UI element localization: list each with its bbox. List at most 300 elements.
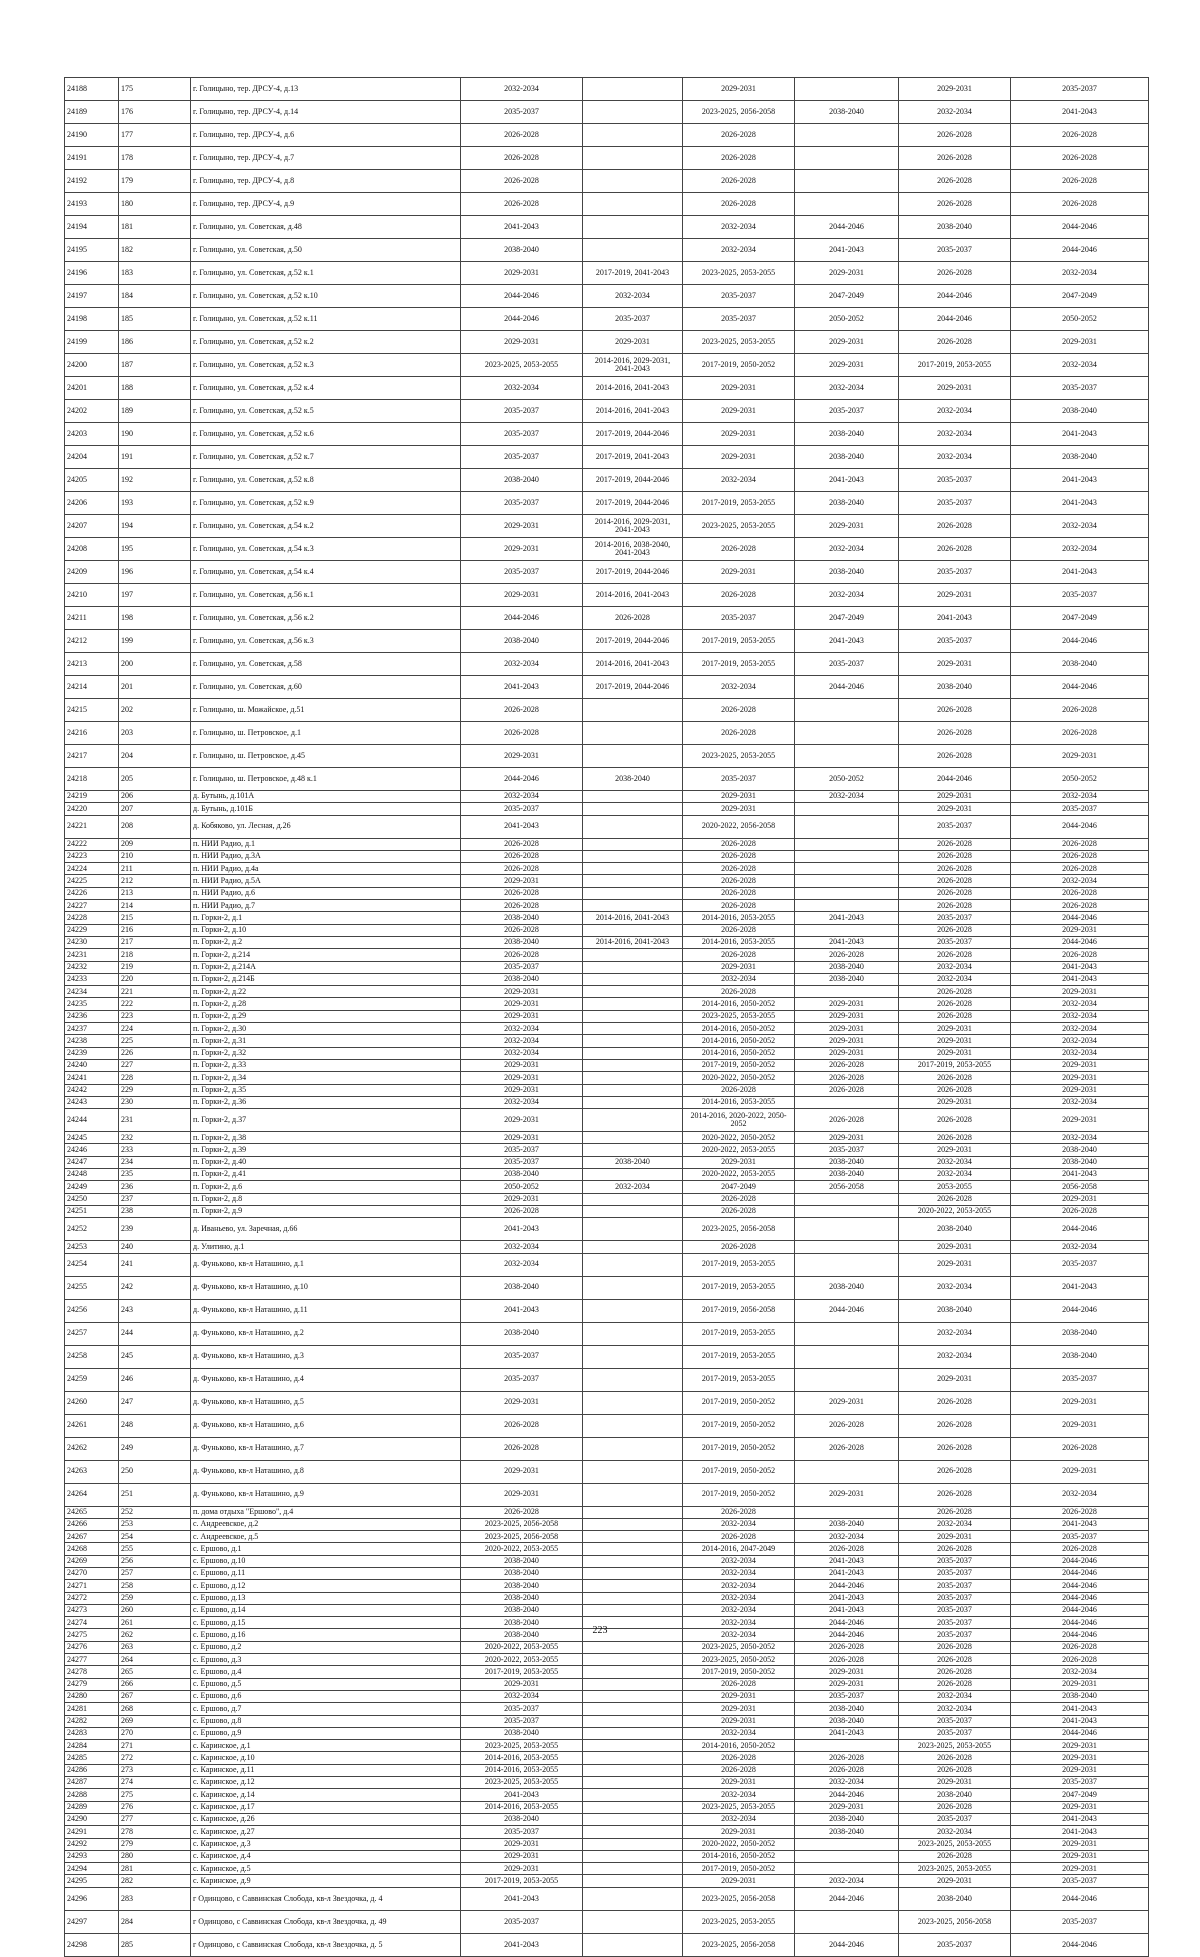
table-cell-c8: 2026-2028 [1011, 722, 1149, 745]
table-cell-c6 [795, 1241, 899, 1253]
table-cell-c8: 2041-2043 [1011, 469, 1149, 492]
table-cell-c2: г. Голицыно, ул. Советская, д.52 к.10 [191, 285, 461, 308]
table-row [65, 1181, 1149, 1193]
table-cell-c0: 24201 [65, 377, 119, 400]
table-cell-c0: 24205 [65, 469, 119, 492]
table-cell-c4 [583, 1169, 683, 1181]
table-cell-c8: 2044-2046 [1011, 1604, 1149, 1616]
table-cell-c1: 281 [119, 1863, 191, 1875]
table-row [65, 768, 1149, 791]
table-cell-c6: 2038-2040 [795, 446, 899, 469]
table-cell-c7: 2026-2028 [899, 924, 1011, 936]
table-cell-c3: 2044-2046 [461, 308, 583, 331]
table-cell-c2: д. Фуньково, кв-л Наташино, д.10 [191, 1276, 461, 1299]
table-cell-c8: 2044-2046 [1011, 676, 1149, 699]
table-cell-c0: 24298 [65, 1933, 119, 1956]
table-cell-c8: 2032-2034 [1011, 1483, 1149, 1506]
table-cell-c4: 2017-2019, 2041-2043 [583, 262, 683, 285]
table-cell-c1: 252 [119, 1506, 191, 1518]
table-cell-c8: 2044-2046 [1011, 1629, 1149, 1641]
table-cell-c3: 2032-2034 [461, 1253, 583, 1276]
table-cell-c0: 24282 [65, 1715, 119, 1727]
table-cell-c4: 2017-2019, 2044-2046 [583, 492, 683, 515]
table-cell-c3: 2032-2034 [461, 791, 583, 803]
table-cell-c2: г. Голицыно, ул. Советская, д.52 к.2 [191, 331, 461, 354]
table-cell-c1: 212 [119, 875, 191, 887]
table-cell-c2: г. Голицыно, ул. Советская, д.52 к.11 [191, 308, 461, 331]
table-row [65, 193, 1149, 216]
table-cell-c8: 2041-2043 [1011, 1518, 1149, 1530]
table-cell-c2: г. Голицыно, ул. Советская, д.54 к.2 [191, 515, 461, 538]
table-cell-c6: 2044-2046 [795, 1887, 899, 1910]
table-cell-c3: 2032-2034 [461, 1023, 583, 1035]
table-row [65, 1838, 1149, 1850]
table-cell-c3: 2026-2028 [461, 949, 583, 961]
table-cell-c2: п. Горки-2, д.8 [191, 1193, 461, 1205]
table-cell-c0: 24216 [65, 722, 119, 745]
table-cell-c4 [583, 1863, 683, 1875]
table-cell-c5: 2032-2034 [683, 1813, 795, 1825]
table-cell-c7: 2026-2028 [899, 838, 1011, 850]
table-cell-c2: с. Ершово, д.15 [191, 1617, 461, 1629]
table-cell-c5: 2026-2028 [683, 147, 795, 170]
table-cell-c4: 2026-2028 [583, 607, 683, 630]
table-cell-c4 [583, 1752, 683, 1764]
table-cell-c8: 2029-2031 [1011, 1460, 1149, 1483]
table-row [65, 1863, 1149, 1875]
table-cell-c0: 24222 [65, 838, 119, 850]
table-cell-c6: 2041-2043 [795, 1592, 899, 1604]
table-cell-c4: 2017-2019, 2044-2046 [583, 423, 683, 446]
table-cell-c5: 2014-2016, 2050-2052 [683, 1035, 795, 1047]
table-cell-c6: 2029-2031 [795, 1132, 899, 1144]
table-cell-c2: с. Каринское, д.10 [191, 1752, 461, 1764]
table-cell-c1: 239 [119, 1218, 191, 1241]
table-cell-c2: с. Ершово, д.4 [191, 1666, 461, 1678]
table-cell-c0: 24258 [65, 1345, 119, 1368]
table-cell-c4: 2032-2034 [583, 285, 683, 308]
table-cell-c0: 24217 [65, 745, 119, 768]
table-cell-c2: г Одинцово, с Саввинская Слобода, кв-л Звездочка, д. 4 [191, 1887, 461, 1910]
table-cell-c2: г. Голицыно, тер. ДРСУ-4, д.8 [191, 170, 461, 193]
table-cell-c1: 236 [119, 1181, 191, 1193]
table-cell-c3: 2029-2031 [461, 1072, 583, 1084]
table-cell-c8: 2035-2037 [1011, 584, 1149, 607]
table-cell-c1: 249 [119, 1437, 191, 1460]
table-cell-c2: г Одинцово, с Саввинская Слобода, кв-л Звездочка, д. 49 [191, 1910, 461, 1933]
table-cell-c0: 24254 [65, 1253, 119, 1276]
table-cell-c2: с. Каринское, д.12 [191, 1777, 461, 1789]
table-cell-c3: 2029-2031 [461, 1850, 583, 1862]
table-cell-c4 [583, 815, 683, 838]
table-cell-c8: 2032-2034 [1011, 538, 1149, 561]
table-cell-c0: 24212 [65, 630, 119, 653]
table-cell-c1: 219 [119, 961, 191, 973]
table-cell-c4 [583, 1132, 683, 1144]
table-row [65, 308, 1149, 331]
table-cell-c7: 2026-2028 [899, 1483, 1011, 1506]
table-cell-c0: 24281 [65, 1703, 119, 1715]
table-cell-c8: 2044-2046 [1011, 815, 1149, 838]
table-cell-c4 [583, 1299, 683, 1322]
table-cell-c6: 2038-2040 [795, 973, 899, 985]
table-cell-c3: 2026-2028 [461, 887, 583, 899]
table-cell-c3: 2026-2028 [461, 1506, 583, 1518]
table-cell-c1: 232 [119, 1132, 191, 1144]
table-row [65, 722, 1149, 745]
table-cell-c5: 2032-2034 [683, 676, 795, 699]
table-cell-c7: 2035-2037 [899, 1813, 1011, 1825]
table-cell-c0: 24273 [65, 1604, 119, 1616]
table-cell-c3: 2038-2040 [461, 469, 583, 492]
table-cell-c6: 2038-2040 [795, 1715, 899, 1727]
table-cell-c5: 2017-2019, 2053-2055 [683, 1276, 795, 1299]
table-cell-c8: 2044-2046 [1011, 1727, 1149, 1739]
table-cell-c4: 2017-2019, 2044-2046 [583, 561, 683, 584]
table-cell-c0: 24286 [65, 1764, 119, 1776]
table-cell-c0: 24223 [65, 850, 119, 862]
table-cell-c3: 2032-2034 [461, 1096, 583, 1108]
table-cell-c1: 225 [119, 1035, 191, 1047]
table-cell-c7: 2038-2040 [899, 216, 1011, 239]
document-sheet [64, 77, 1148, 1957]
table-cell-c1: 220 [119, 973, 191, 985]
table-cell-c0: 24204 [65, 446, 119, 469]
table-cell-c8: 2044-2046 [1011, 216, 1149, 239]
table-cell-c0: 24270 [65, 1567, 119, 1579]
table-cell-c7: 2026-2028 [899, 1193, 1011, 1205]
table-cell-c6 [795, 924, 899, 936]
table-cell-c0: 24274 [65, 1617, 119, 1629]
table-cell-c6: 2032-2034 [795, 1531, 899, 1543]
table-cell-c4 [583, 1678, 683, 1690]
table-cell-c2: п. Горки-2, д.22 [191, 986, 461, 998]
table-cell-c7: 2026-2028 [899, 1460, 1011, 1483]
table-row [65, 1253, 1149, 1276]
table-cell-c0: 24210 [65, 584, 119, 607]
table-cell-c0: 24191 [65, 147, 119, 170]
table-cell-c4 [583, 1580, 683, 1592]
table-cell-c3: 2038-2040 [461, 1629, 583, 1641]
table-cell-c5: 2020-2022, 2050-2052 [683, 1838, 795, 1850]
table-row [65, 815, 1149, 838]
table-cell-c6: 2044-2046 [795, 1789, 899, 1801]
table-cell-c7: 2032-2034 [899, 973, 1011, 985]
table-cell-c3: 2038-2040 [461, 1555, 583, 1567]
table-cell-c6: 2038-2040 [795, 1276, 899, 1299]
table-cell-c8: 2038-2040 [1011, 1156, 1149, 1168]
table-cell-c8: 2038-2040 [1011, 400, 1149, 423]
table-cell-c2: п. Горки-2, д.214Б [191, 973, 461, 985]
table-cell-c2: п. Горки-2, д.34 [191, 1072, 461, 1084]
table-cell-c4: 2017-2019, 2044-2046 [583, 676, 683, 699]
table-cell-c2: п. Горки-2, д.214А [191, 961, 461, 973]
table-cell-c4 [583, 1506, 683, 1518]
table-cell-c5: 2026-2028 [683, 875, 795, 887]
table-cell-c7: 2026-2028 [899, 1764, 1011, 1776]
table-cell-c7: 2026-2028 [899, 1072, 1011, 1084]
table-cell-c7: 2023-2025, 2053-2055 [899, 1740, 1011, 1752]
table-cell-c3: 2029-2031 [461, 331, 583, 354]
table-cell-c5: 2032-2034 [683, 1789, 795, 1801]
table-cell-c7: 2026-2028 [899, 1414, 1011, 1437]
table-cell-c8: 2029-2031 [1011, 1752, 1149, 1764]
table-cell-c7: 2035-2037 [899, 1567, 1011, 1579]
table-cell-c4 [583, 1010, 683, 1022]
table-cell-c3: 2023-2025, 2053-2055 [461, 1740, 583, 1752]
table-cell-c7: 2035-2037 [899, 1617, 1011, 1629]
table-cell-c1: 268 [119, 1703, 191, 1715]
table-cell-c2: с. Ершово, д.9 [191, 1727, 461, 1739]
table-cell-c3: 2035-2037 [461, 1703, 583, 1715]
table-cell-c0: 24234 [65, 986, 119, 998]
table-cell-c6: 2029-2031 [795, 1666, 899, 1678]
table-row [65, 331, 1149, 354]
table-cell-c0: 24237 [65, 1023, 119, 1035]
table-cell-c5: 2020-2022, 2050-2052 [683, 1072, 795, 1084]
table-cell-c5: 2026-2028 [683, 1506, 795, 1518]
table-cell-c2: с. Ершово, д.7 [191, 1703, 461, 1715]
table-cell-c0: 24264 [65, 1483, 119, 1506]
table-cell-c6: 2026-2028 [795, 1109, 899, 1132]
table-cell-c1: 175 [119, 78, 191, 101]
table-body [65, 78, 1149, 1957]
table-cell-c0: 24280 [65, 1690, 119, 1702]
table-cell-c2: г. Голицыно, тер. ДРСУ-4, д.6 [191, 124, 461, 147]
table-row [65, 1641, 1149, 1653]
table-cell-c5: 2032-2034 [683, 973, 795, 985]
table-cell-c3: 2038-2040 [461, 936, 583, 948]
table-cell-c5: 2026-2028 [683, 1241, 795, 1253]
table-row [65, 1072, 1149, 1084]
table-cell-c6: 2041-2043 [795, 912, 899, 924]
table-cell-c1: 223 [119, 1010, 191, 1022]
table-row [65, 1276, 1149, 1299]
table-cell-c7: 2026-2028 [899, 1010, 1011, 1022]
table-cell-c1: 269 [119, 1715, 191, 1727]
table-cell-c1: 226 [119, 1047, 191, 1059]
table-cell-c7: 2032-2034 [899, 446, 1011, 469]
table-cell-c1: 209 [119, 838, 191, 850]
table-cell-c8: 2032-2034 [1011, 1035, 1149, 1047]
table-cell-c5: 2017-2019, 2050-2052 [683, 1437, 795, 1460]
table-cell-c5: 2023-2025, 2050-2052 [683, 1654, 795, 1666]
table-cell-c1: 254 [119, 1531, 191, 1543]
table-cell-c0: 24255 [65, 1276, 119, 1299]
table-cell-c4 [583, 1437, 683, 1460]
table-cell-c6 [795, 1205, 899, 1217]
table-row [65, 1813, 1149, 1825]
table-cell-c0: 24291 [65, 1826, 119, 1838]
table-cell-c2: п. Горки-2, д.28 [191, 998, 461, 1010]
table-row [65, 538, 1149, 561]
table-cell-c2: с. Ершово, д.5 [191, 1678, 461, 1690]
table-cell-c8: 2029-2031 [1011, 1863, 1149, 1875]
table-cell-c0: 24267 [65, 1531, 119, 1543]
table-cell-c5: 2026-2028 [683, 193, 795, 216]
table-cell-c6: 2047-2049 [795, 285, 899, 308]
table-cell-c8: 2044-2046 [1011, 1218, 1149, 1241]
table-cell-c1: 216 [119, 924, 191, 936]
table-cell-c6: 2029-2031 [795, 998, 899, 1010]
table-cell-c6 [795, 1740, 899, 1752]
table-cell-c2: г. Голицыно, ул. Советская, д.56 к.1 [191, 584, 461, 607]
table-row [65, 1322, 1149, 1345]
table-cell-c5: 2029-2031 [683, 423, 795, 446]
table-cell-c5: 2035-2037 [683, 285, 795, 308]
table-cell-c6 [795, 1910, 899, 1933]
table-cell-c5: 2032-2034 [683, 1592, 795, 1604]
table-cell-c5: 2014-2016, 2050-2052 [683, 1047, 795, 1059]
table-cell-c0: 24259 [65, 1368, 119, 1391]
table-cell-c0: 24256 [65, 1299, 119, 1322]
table-row [65, 1132, 1149, 1144]
table-cell-c8: 2026-2028 [1011, 147, 1149, 170]
table-cell-c8: 2041-2043 [1011, 1715, 1149, 1727]
table-cell-c8: 2026-2028 [1011, 699, 1149, 722]
table-cell-c2: п. Горки-2, д.33 [191, 1059, 461, 1071]
table-cell-c0: 24214 [65, 676, 119, 699]
table-cell-c8: 2032-2034 [1011, 515, 1149, 538]
table-cell-c8: 2041-2043 [1011, 1276, 1149, 1299]
table-cell-c6: 2026-2028 [795, 1414, 899, 1437]
table-cell-c3: 2029-2031 [461, 538, 583, 561]
table-cell-c5: 2026-2028 [683, 722, 795, 745]
table-cell-c3: 2026-2028 [461, 722, 583, 745]
table-cell-c2: п. НИИ Радио, д.1 [191, 838, 461, 850]
table-cell-c0: 24228 [65, 912, 119, 924]
table-cell-c4 [583, 875, 683, 887]
table-cell-c1: 250 [119, 1460, 191, 1483]
table-cell-c0: 24290 [65, 1813, 119, 1825]
table-cell-c5: 2014-2016, 2053-2055 [683, 912, 795, 924]
table-cell-c7: 2017-2019, 2053-2055 [899, 1059, 1011, 1071]
table-cell-c1: 193 [119, 492, 191, 515]
table-cell-c6 [795, 986, 899, 998]
table-cell-c1: 282 [119, 1875, 191, 1887]
table-cell-c7: 2029-2031 [899, 1777, 1011, 1789]
table-row [65, 469, 1149, 492]
table-row [65, 262, 1149, 285]
table-cell-c0: 24266 [65, 1518, 119, 1530]
table-cell-c1: 205 [119, 768, 191, 791]
table-cell-c5: 2026-2028 [683, 924, 795, 936]
table-cell-c6: 2026-2028 [795, 1654, 899, 1666]
table-cell-c6: 2026-2028 [795, 1059, 899, 1071]
table-cell-c2: п. НИИ Радио, д.7 [191, 900, 461, 912]
table-cell-c5: 2029-2031 [683, 791, 795, 803]
table-cell-c6: 2041-2043 [795, 239, 899, 262]
table-cell-c3: 2041-2043 [461, 1887, 583, 1910]
table-cell-c2: д. Фуньково, кв-л Наташино, д.3 [191, 1345, 461, 1368]
table-cell-c2: с. Каринское, д.17 [191, 1801, 461, 1813]
table-cell-c6 [795, 699, 899, 722]
table-row [65, 1169, 1149, 1181]
table-cell-c1: 242 [119, 1276, 191, 1299]
table-row [65, 1483, 1149, 1506]
table-cell-c4 [583, 791, 683, 803]
table-cell-c0: 24284 [65, 1740, 119, 1752]
table-cell-c6 [795, 863, 899, 875]
table-row [65, 423, 1149, 446]
table-cell-c5: 2020-2022, 2053-2055 [683, 1169, 795, 1181]
table-cell-c3: 2032-2034 [461, 1241, 583, 1253]
table-cell-c6: 2035-2037 [795, 1144, 899, 1156]
table-cell-c0: 24215 [65, 699, 119, 722]
table-cell-c6: 2038-2040 [795, 492, 899, 515]
table-cell-c7: 2017-2019, 2053-2055 [899, 354, 1011, 377]
table-cell-c5: 2023-2025, 2053-2055 [683, 745, 795, 768]
table-cell-c5: 2020-2022, 2050-2052 [683, 1132, 795, 1144]
table-cell-c6: 2044-2046 [795, 1299, 899, 1322]
table-row [65, 1059, 1149, 1071]
table-cell-c4 [583, 1218, 683, 1241]
table-cell-c8: 2035-2037 [1011, 803, 1149, 815]
table-cell-c4: 2035-2037 [583, 308, 683, 331]
table-cell-c2: п. Горки-2, д.38 [191, 1132, 461, 1144]
table-cell-c2: д. Кобяково, ул. Лесная, д.26 [191, 815, 461, 838]
table-cell-c8: 2029-2031 [1011, 1850, 1149, 1862]
table-cell-c4 [583, 1666, 683, 1678]
table-cell-c1: 235 [119, 1169, 191, 1181]
table-cell-c3: 2032-2034 [461, 1035, 583, 1047]
table-cell-c2: с. Каринское, д.1 [191, 1740, 461, 1752]
table-cell-c1: 203 [119, 722, 191, 745]
table-cell-c2: п. НИИ Радио, д.4а [191, 863, 461, 875]
table-cell-c4 [583, 1368, 683, 1391]
table-cell-c2: с. Каринское, д.9 [191, 1875, 461, 1887]
table-cell-c0: 24294 [65, 1863, 119, 1875]
table-cell-c0: 24227 [65, 900, 119, 912]
table-cell-c6: 2041-2043 [795, 1604, 899, 1616]
table-cell-c7: 2026-2028 [899, 1752, 1011, 1764]
table-row [65, 1875, 1149, 1887]
table-cell-c7: 2029-2031 [899, 1531, 1011, 1543]
table-cell-c8: 2032-2034 [1011, 262, 1149, 285]
table-cell-c1: 191 [119, 446, 191, 469]
table-cell-c8: 2032-2034 [1011, 1241, 1149, 1253]
table-cell-c1: 255 [119, 1543, 191, 1555]
table-row [65, 1506, 1149, 1518]
table-cell-c3: 2029-2031 [461, 1059, 583, 1071]
table-row [65, 1752, 1149, 1764]
table-cell-c8: 2026-2028 [1011, 1641, 1149, 1653]
table-cell-c2: п. НИИ Радио, д.3А [191, 850, 461, 862]
table-row [65, 998, 1149, 1010]
table-cell-c4: 2014-2016, 2041-2043 [583, 912, 683, 924]
table-row [65, 1368, 1149, 1391]
table-cell-c6 [795, 78, 899, 101]
table-cell-c7: 2026-2028 [899, 1641, 1011, 1653]
table-cell-c4 [583, 961, 683, 973]
table-cell-c4 [583, 1084, 683, 1096]
table-cell-c1: 244 [119, 1322, 191, 1345]
table-cell-c3: 2026-2028 [461, 124, 583, 147]
table-cell-c6 [795, 170, 899, 193]
table-cell-c1: 227 [119, 1059, 191, 1071]
table-cell-c8: 2044-2046 [1011, 912, 1149, 924]
table-cell-c6: 2041-2043 [795, 630, 899, 653]
table-cell-c6 [795, 1193, 899, 1205]
table-cell-c3: 2041-2043 [461, 216, 583, 239]
table-cell-c7: 2032-2034 [899, 1276, 1011, 1299]
table-row [65, 1543, 1149, 1555]
table-row [65, 1084, 1149, 1096]
table-cell-c5: 2017-2019, 2053-2055 [683, 630, 795, 653]
table-cell-c1: 275 [119, 1789, 191, 1801]
table-cell-c4 [583, 1703, 683, 1715]
table-cell-c3: 2050-2052 [461, 1181, 583, 1193]
